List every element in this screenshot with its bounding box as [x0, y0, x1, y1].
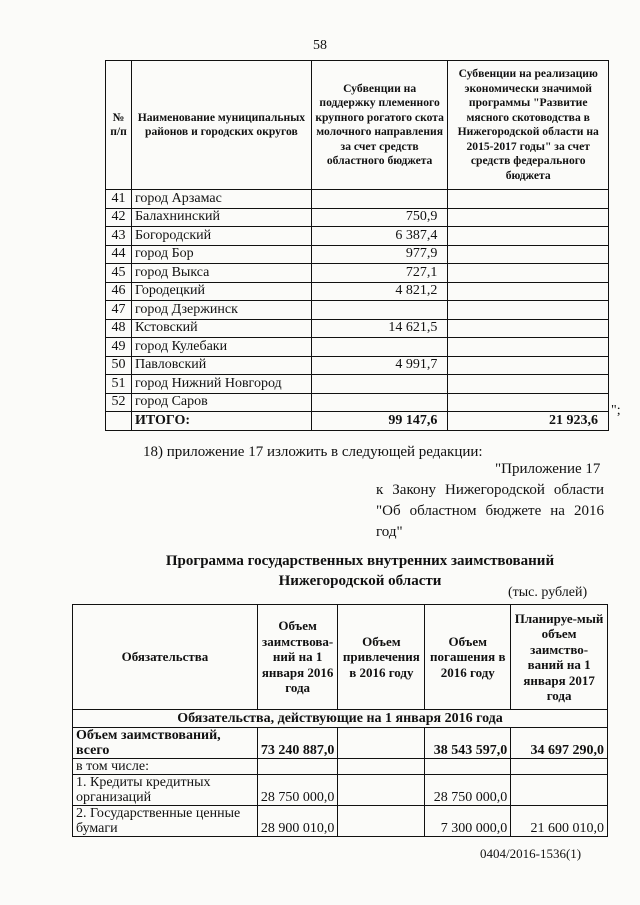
row-name: город Дзержинск	[131, 301, 311, 320]
row-subvention-1	[311, 375, 448, 394]
row-name: город Саров	[131, 393, 311, 412]
row-volume-2016	[257, 759, 338, 775]
row-subvention-2	[448, 264, 609, 283]
header-volume-2016: Объем заимствова-ний на 1 января 2016 года	[257, 605, 338, 710]
row-number: 41	[106, 190, 132, 209]
row-number: 50	[106, 356, 132, 375]
row-subvention-1	[311, 338, 448, 357]
section-row	[73, 710, 608, 728]
row-subvention-2	[448, 301, 609, 320]
row-subvention-1: 4 991,7	[311, 356, 448, 375]
header-name: Наименование муниципальных районов и городских округов	[131, 61, 311, 190]
row-name: Павловский	[131, 356, 311, 375]
row-subvention-2	[448, 282, 609, 301]
table-row	[73, 806, 608, 837]
row-number: 48	[106, 319, 132, 338]
row-subvention-1: 750,9	[311, 208, 448, 227]
subventions-table	[105, 60, 609, 431]
row-subvention-1: 977,9	[311, 245, 448, 264]
row-subvention-1	[311, 190, 448, 209]
row-number: 43	[106, 227, 132, 246]
row-volume-2016: 28 900 010,0	[257, 806, 338, 837]
row-subvention-2	[448, 375, 609, 394]
table-row	[106, 190, 609, 209]
table-row	[106, 393, 609, 412]
header-attraction-2016: Объем привлечения в 2016 году	[338, 605, 425, 710]
row-subvention-1	[311, 301, 448, 320]
row-number: 47	[106, 301, 132, 320]
document-code: 0404/2016-1536(1)	[480, 846, 582, 861]
row-planned-2017	[511, 775, 608, 806]
row-attraction-2016	[338, 759, 425, 775]
row-repayment-2016: 7 300 000,0	[425, 806, 511, 837]
total-label: ИТОГО:	[131, 412, 311, 431]
total-row	[106, 412, 609, 431]
header-num: № п/п	[106, 61, 132, 190]
units-label: (тыс. рублей)	[508, 585, 588, 600]
row-attraction-2016	[338, 806, 425, 837]
amendment-paragraph: 18) приложение 17 изложить в следующей редакции:	[143, 444, 483, 460]
borrowings-table	[72, 604, 608, 837]
row-name: город Арзамас	[131, 190, 311, 209]
row-subvention-2	[448, 245, 609, 264]
row-number: 42	[106, 208, 132, 227]
row-volume-2016: 73 240 887,0	[257, 728, 338, 759]
row-name: город Нижний Новгород	[131, 375, 311, 394]
row-subvention-2	[448, 190, 609, 209]
row-planned-2017	[511, 759, 608, 775]
row-volume-2016: 28 750 000,0	[257, 775, 338, 806]
row-repayment-2016	[425, 759, 511, 775]
table-row	[106, 282, 609, 301]
table-row	[106, 227, 609, 246]
header-repayment-2016: Объем погашения в 2016 году	[425, 605, 511, 710]
row-subvention-2	[448, 356, 609, 375]
borrowings-table-header	[73, 605, 608, 710]
row-repayment-2016: 28 750 000,0	[425, 775, 511, 806]
row-name: город Бор	[131, 245, 311, 264]
row-subvention-2	[448, 393, 609, 412]
appendix-ref-line2: к Закону Нижегородской области "Об областном бюджете на 2016 год"	[376, 482, 604, 540]
table-row	[106, 319, 609, 338]
table-row	[106, 338, 609, 357]
row-subvention-2	[448, 227, 609, 246]
total-subvention-1: 99 147,6	[311, 412, 448, 431]
row-subvention-1: 14 621,5	[311, 319, 448, 338]
row-attraction-2016	[338, 728, 425, 759]
header-planned-2017: Планируе-мый объем заимство-ваний на 1 января 2017 года	[511, 605, 608, 710]
appendix-ref-line1: "Приложение 17	[495, 461, 601, 477]
table-row	[106, 264, 609, 283]
program-title-line1: Программа государственных внутренних заимствований	[165, 553, 555, 569]
row-planned-2017: 34 697 290,0	[511, 728, 608, 759]
row-number: 44	[106, 245, 132, 264]
row-number: 51	[106, 375, 132, 394]
table-row	[106, 208, 609, 227]
row-label: в том числе:	[73, 759, 258, 775]
row-subvention-1	[311, 393, 448, 412]
table-row	[106, 301, 609, 320]
row-subvention-1: 6 387,4	[311, 227, 448, 246]
row-name: Городецкий	[131, 282, 311, 301]
page-number: 58	[313, 38, 327, 53]
row-number: 52	[106, 393, 132, 412]
row-subvention-2	[448, 338, 609, 357]
total-num	[106, 412, 132, 431]
row-number: 45	[106, 264, 132, 283]
table-row	[73, 759, 608, 775]
row-name: Кстовский	[131, 319, 311, 338]
row-label: 1. Кредиты кредитных организаций	[73, 775, 258, 806]
row-repayment-2016: 38 543 597,0	[425, 728, 511, 759]
row-label: Объем заимствований, всего	[73, 728, 258, 759]
row-subvention-1: 4 821,2	[311, 282, 448, 301]
subventions-table-header	[106, 61, 609, 190]
header-obligations: Обязательства	[73, 605, 258, 710]
row-name: Балахнинский	[131, 208, 311, 227]
row-name: город Кулебаки	[131, 338, 311, 357]
table-row	[106, 356, 609, 375]
table-row	[106, 245, 609, 264]
row-planned-2017: 21 600 010,0	[511, 806, 608, 837]
row-name: Богородский	[131, 227, 311, 246]
row-label: 2. Государственные ценные бумаги	[73, 806, 258, 837]
row-subvention-2	[448, 208, 609, 227]
header-subvention-1: Субвенции на поддержку племенного крупного рогатого скота молочного направления за счет средств областного бюджета	[311, 61, 448, 190]
row-subvention-1: 727,1	[311, 264, 448, 283]
row-attraction-2016	[338, 775, 425, 806]
row-number: 46	[106, 282, 132, 301]
row-number: 49	[106, 338, 132, 357]
table-row	[73, 728, 608, 759]
total-subvention-2: 21 923,6	[448, 412, 609, 431]
row-name: город Выкса	[131, 264, 311, 283]
section-label: Обязательства, действующие на 1 января 2016 года	[73, 710, 608, 728]
row-subvention-2	[448, 319, 609, 338]
closing-quote: ";	[611, 403, 621, 418]
program-title-line2: Нижегородской области	[278, 573, 442, 589]
table-row	[73, 775, 608, 806]
header-subvention-2: Субвенции на реализацию экономически значимой программы "Развитие мясного скотоводства в Нижегородской области на 2015-2017 годы" за счет средств федерального бюджета	[448, 61, 609, 190]
table-row	[106, 375, 609, 394]
